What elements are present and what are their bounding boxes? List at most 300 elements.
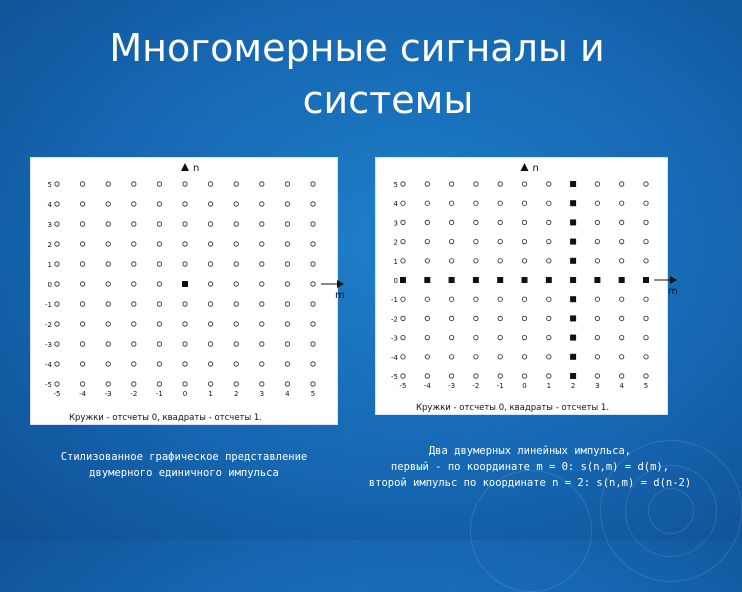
sample-zero <box>234 262 238 266</box>
sample-zero <box>80 302 84 306</box>
sample-one <box>570 258 576 264</box>
m-tick-label: -3 <box>448 382 456 390</box>
sample-zero <box>595 182 599 186</box>
m-tick-label: -3 <box>104 390 112 398</box>
sample-zero <box>311 182 315 186</box>
sample-one <box>570 335 576 341</box>
sample-one <box>570 181 576 187</box>
sample-zero <box>644 297 648 301</box>
m-tick-label: 4 <box>619 382 624 390</box>
n-axis-arrow-icon <box>181 163 189 171</box>
n-axis-label: n <box>193 163 200 174</box>
sample-zero <box>55 342 59 346</box>
sample-zero <box>106 342 110 346</box>
sample-zero <box>595 201 599 205</box>
sample-zero <box>55 182 59 186</box>
sample-one <box>643 277 649 283</box>
sample-one <box>570 373 576 379</box>
sample-zero <box>208 242 212 246</box>
sample-zero <box>234 382 238 386</box>
n-tick-label: 0 <box>47 281 52 289</box>
sample-zero <box>620 355 624 359</box>
sample-zero <box>183 182 187 186</box>
sample-zero <box>234 282 238 286</box>
right-caption-line-1: Два двумерных линейных импульса, <box>428 445 632 457</box>
sample-zero <box>425 259 429 263</box>
sample-zero <box>80 382 84 386</box>
sample-zero <box>401 201 405 205</box>
sample-zero <box>644 316 648 320</box>
sample-zero <box>208 362 212 366</box>
sample-zero <box>311 302 315 306</box>
sample-zero <box>425 297 429 301</box>
sample-zero <box>285 222 289 226</box>
sample-zero <box>132 282 136 286</box>
sample-zero <box>285 282 289 286</box>
sample-zero <box>449 316 453 320</box>
sample-zero <box>547 297 551 301</box>
sample-zero <box>55 322 59 326</box>
sample-zero <box>498 220 502 224</box>
sample-zero <box>547 355 551 359</box>
n-tick-label: -2 <box>45 321 52 329</box>
n-tick-label: -4 <box>45 361 52 369</box>
n-tick-label: -5 <box>45 381 52 389</box>
sample-zero <box>80 342 84 346</box>
sample-zero <box>522 316 526 320</box>
sample-zero <box>620 297 624 301</box>
n-tick-label: -2 <box>391 315 398 324</box>
sample-zero <box>106 362 110 366</box>
sample-zero <box>620 374 624 378</box>
sample-zero <box>260 342 264 346</box>
left-figure-note: Кружки - отсчеты 0, квадраты - отсчеты 1. <box>69 413 263 423</box>
sample-zero <box>311 362 315 366</box>
sample-zero <box>425 335 429 339</box>
slide-title-line-1: Многомерные сигналы и <box>109 26 605 70</box>
sample-zero <box>208 342 212 346</box>
sample-zero <box>449 239 453 243</box>
sample-zero <box>620 316 624 320</box>
sample-zero <box>80 322 84 326</box>
sample-zero <box>80 262 84 266</box>
sample-zero <box>234 222 238 226</box>
sample-zero <box>522 182 526 186</box>
sample-one <box>570 315 576 321</box>
n-tick-label: -3 <box>45 341 52 349</box>
sample-zero <box>157 322 161 326</box>
m-tick-label: 4 <box>285 390 290 398</box>
sample-zero <box>208 182 212 186</box>
m-tick-label: 3 <box>595 382 600 390</box>
sample-zero <box>80 242 84 246</box>
m-tick-label: 0 <box>522 382 527 390</box>
m-axis-label: m <box>668 286 678 297</box>
n-tick-label: 0 <box>393 277 398 285</box>
sample-zero <box>208 322 212 326</box>
sample-zero <box>547 335 551 339</box>
sample-zero <box>55 222 59 226</box>
n-tick-label: 4 <box>393 200 398 209</box>
m-tick-label: 1 <box>546 382 552 390</box>
left-figure-panel <box>30 157 345 425</box>
sample-one <box>449 277 455 283</box>
sample-zero <box>401 182 405 186</box>
sample-zero <box>522 355 526 359</box>
sample-zero <box>595 220 599 224</box>
sample-zero <box>311 342 315 346</box>
sample-zero <box>620 259 624 263</box>
sample-zero <box>449 220 453 224</box>
sample-one <box>570 354 576 360</box>
n-axis-label: n <box>532 163 539 174</box>
sample-zero <box>620 239 624 243</box>
sample-zero <box>595 239 599 243</box>
sample-zero <box>234 362 238 366</box>
sample-zero <box>55 302 59 306</box>
sample-zero <box>260 202 264 206</box>
sample-zero <box>106 282 110 286</box>
n-tick-label: -4 <box>391 353 398 362</box>
sample-zero <box>474 259 478 263</box>
sample-zero <box>449 297 453 301</box>
n-tick-label: -1 <box>45 301 52 309</box>
sample-zero <box>522 297 526 301</box>
sample-zero <box>80 282 84 286</box>
sample-one <box>570 239 576 245</box>
sample-zero <box>498 259 502 263</box>
sample-zero <box>522 220 526 224</box>
sample-zero <box>157 242 161 246</box>
sample-one <box>570 277 576 283</box>
m-axis-arrow-icon <box>337 280 344 288</box>
sample-zero <box>260 302 264 306</box>
sample-zero <box>401 374 405 378</box>
sample-zero <box>401 220 405 224</box>
sample-zero <box>132 302 136 306</box>
sample-zero <box>401 239 405 243</box>
sample-zero <box>311 282 315 286</box>
sample-zero <box>595 374 599 378</box>
sample-zero <box>595 297 599 301</box>
sample-zero <box>260 182 264 186</box>
sample-zero <box>234 342 238 346</box>
sample-zero <box>311 242 315 246</box>
sample-zero <box>234 242 238 246</box>
sample-zero <box>547 220 551 224</box>
sample-zero <box>311 322 315 326</box>
sample-zero <box>620 335 624 339</box>
sample-zero <box>285 362 289 366</box>
m-tick-label: -5 <box>53 390 61 398</box>
sample-zero <box>208 282 212 286</box>
sample-zero <box>311 202 315 206</box>
sample-zero <box>132 362 136 366</box>
sample-zero <box>620 182 624 186</box>
sample-one <box>570 200 576 206</box>
sample-zero <box>449 182 453 186</box>
sample-zero <box>498 182 502 186</box>
sample-zero <box>132 322 136 326</box>
sample-zero <box>55 382 59 386</box>
sample-zero <box>183 322 187 326</box>
sample-zero <box>498 297 502 301</box>
sample-one <box>546 277 552 283</box>
sample-zero <box>132 222 136 226</box>
sample-zero <box>522 374 526 378</box>
sample-zero <box>285 242 289 246</box>
n-tick-label: 5 <box>47 181 52 189</box>
sample-zero <box>234 302 238 306</box>
sample-zero <box>644 201 648 205</box>
sample-zero <box>425 239 429 243</box>
sample-one <box>522 277 528 283</box>
sample-zero <box>644 335 648 339</box>
sample-zero <box>498 374 502 378</box>
sample-zero <box>208 302 212 306</box>
sample-one <box>570 296 576 302</box>
m-tick-label: 2 <box>570 382 576 390</box>
sample-zero <box>183 262 187 266</box>
sample-zero <box>498 239 502 243</box>
sample-zero <box>132 262 136 266</box>
sample-zero <box>595 316 599 320</box>
sample-zero <box>522 259 526 263</box>
sample-zero <box>234 202 238 206</box>
sample-zero <box>260 282 264 286</box>
sample-zero <box>260 242 264 246</box>
sample-zero <box>55 362 59 366</box>
sample-zero <box>132 382 136 386</box>
m-tick-label: 0 <box>182 390 188 398</box>
sample-zero <box>474 239 478 243</box>
sample-zero <box>157 342 161 346</box>
sample-zero <box>157 262 161 266</box>
sample-zero <box>644 182 648 186</box>
sample-zero <box>620 220 624 224</box>
slide-title <box>0 22 720 126</box>
sample-zero <box>106 202 110 206</box>
sample-zero <box>425 316 429 320</box>
sample-zero <box>547 182 551 186</box>
n-tick-label: -3 <box>391 334 398 343</box>
sample-zero <box>132 182 136 186</box>
sample-zero <box>644 374 648 378</box>
sample-zero <box>547 239 551 243</box>
sample-zero <box>595 335 599 339</box>
sample-zero <box>260 322 264 326</box>
sample-zero <box>106 222 110 226</box>
sample-zero <box>260 222 264 226</box>
right-figure-note: Кружки - отсчеты 0, квадраты - отсчеты 1. <box>416 403 610 413</box>
n-tick-label: 3 <box>393 219 398 228</box>
sample-zero <box>474 297 478 301</box>
sample-zero <box>401 316 405 320</box>
right-caption-line-3: второй импульс по координате n = 2: s(n,m) = d(n-2) <box>368 477 692 489</box>
sample-zero <box>132 242 136 246</box>
sample-zero <box>157 202 161 206</box>
sample-zero <box>474 316 478 320</box>
sample-zero <box>55 242 59 246</box>
sample-zero <box>474 335 478 339</box>
sample-zero <box>595 355 599 359</box>
sample-zero <box>474 201 478 205</box>
sample-zero <box>208 262 212 266</box>
sample-zero <box>260 362 264 366</box>
sample-zero <box>106 322 110 326</box>
n-tick-label: 2 <box>47 241 52 249</box>
sample-zero <box>498 201 502 205</box>
sample-zero <box>208 222 212 226</box>
sample-zero <box>449 259 453 263</box>
left-caption-line-1: Стилизованное графическое представление <box>60 451 308 463</box>
m-tick-label: 5 <box>643 382 649 390</box>
sample-zero <box>644 239 648 243</box>
n-tick-label: 4 <box>47 201 52 209</box>
sample-zero <box>425 220 429 224</box>
sample-one <box>473 277 479 283</box>
sample-zero <box>474 374 478 378</box>
sample-zero <box>311 382 315 386</box>
sample-zero <box>183 342 187 346</box>
right-caption-line-2: первый - по координате m = 0: s(n,m) = d(m), <box>390 461 670 473</box>
sample-zero <box>183 202 187 206</box>
sample-zero <box>498 316 502 320</box>
sample-zero <box>157 302 161 306</box>
unit-impulse-grid <box>31 158 345 424</box>
left-caption <box>28 449 340 481</box>
m-tick-label: -4 <box>79 390 87 398</box>
sample-zero <box>425 182 429 186</box>
sample-zero <box>285 202 289 206</box>
sample-zero <box>157 222 161 226</box>
sample-zero <box>522 335 526 339</box>
sample-zero <box>132 342 136 346</box>
sample-zero <box>449 355 453 359</box>
sample-zero <box>311 262 315 266</box>
sample-zero <box>260 382 264 386</box>
decorative-ripple <box>648 488 694 534</box>
sample-zero <box>80 202 84 206</box>
sample-zero <box>547 259 551 263</box>
sample-zero <box>285 182 289 186</box>
sample-zero <box>449 335 453 339</box>
sample-zero <box>208 202 212 206</box>
n-tick-label: 1 <box>393 257 398 266</box>
n-tick-label: 2 <box>393 238 398 247</box>
sample-zero <box>183 382 187 386</box>
m-tick-label: -5 <box>399 382 407 390</box>
sample-one <box>182 281 188 287</box>
sample-one <box>570 219 576 225</box>
sample-zero <box>55 202 59 206</box>
n-tick-label: -1 <box>391 296 398 305</box>
sample-zero <box>157 362 161 366</box>
sample-zero <box>474 355 478 359</box>
sample-zero <box>208 382 212 386</box>
sample-zero <box>425 201 429 205</box>
sample-zero <box>285 262 289 266</box>
sample-zero <box>106 242 110 246</box>
m-axis-arrow-icon <box>670 276 677 284</box>
slide-title-line-2: системы <box>302 78 474 122</box>
n-axis-arrow-icon <box>521 163 529 171</box>
sample-zero <box>285 302 289 306</box>
m-tick-label: -4 <box>423 382 431 390</box>
sample-zero <box>547 201 551 205</box>
sample-zero <box>157 182 161 186</box>
sample-zero <box>425 355 429 359</box>
sample-zero <box>234 182 238 186</box>
linear-impulses-grid <box>376 158 678 414</box>
sample-zero <box>522 201 526 205</box>
sample-zero <box>401 259 405 263</box>
sample-zero <box>449 201 453 205</box>
m-tick-label: -2 <box>130 390 138 398</box>
sample-zero <box>644 259 648 263</box>
sample-zero <box>183 302 187 306</box>
sample-zero <box>106 302 110 306</box>
sample-zero <box>401 297 405 301</box>
sample-one <box>424 277 430 283</box>
sample-zero <box>547 316 551 320</box>
sample-zero <box>401 335 405 339</box>
sample-zero <box>157 282 161 286</box>
sample-zero <box>595 259 599 263</box>
sample-zero <box>285 382 289 386</box>
sample-zero <box>449 374 453 378</box>
m-tick-label: 5 <box>310 390 316 398</box>
sample-zero <box>106 262 110 266</box>
sample-zero <box>285 322 289 326</box>
sample-zero <box>234 322 238 326</box>
left-caption-line-2: двумерного единичного импульса <box>89 467 279 479</box>
m-tick-label: 2 <box>233 390 239 398</box>
sample-zero <box>80 222 84 226</box>
sample-zero <box>620 201 624 205</box>
sample-zero <box>644 355 648 359</box>
sample-zero <box>55 282 59 286</box>
m-tick-label: 1 <box>208 390 213 398</box>
sample-zero <box>183 222 187 226</box>
m-tick-label: -1 <box>155 390 163 398</box>
sample-one <box>400 277 406 283</box>
sample-zero <box>80 362 84 366</box>
sample-one <box>594 277 600 283</box>
sample-zero <box>311 222 315 226</box>
sample-zero <box>183 362 187 366</box>
sample-zero <box>425 374 429 378</box>
sample-zero <box>132 202 136 206</box>
sample-zero <box>474 220 478 224</box>
m-tick-label: -1 <box>496 382 504 390</box>
sample-zero <box>80 182 84 186</box>
sample-zero <box>401 355 405 359</box>
sample-zero <box>498 335 502 339</box>
sample-zero <box>106 382 110 386</box>
sample-one <box>497 277 503 283</box>
sample-zero <box>474 182 478 186</box>
n-tick-label: -5 <box>391 373 398 381</box>
sample-zero <box>547 374 551 378</box>
sample-zero <box>260 262 264 266</box>
sample-zero <box>55 262 59 266</box>
right-caption <box>340 443 720 491</box>
sample-zero <box>183 242 187 246</box>
sample-zero <box>644 220 648 224</box>
m-axis-label: m <box>335 290 345 301</box>
m-tick-label: 3 <box>259 390 265 398</box>
